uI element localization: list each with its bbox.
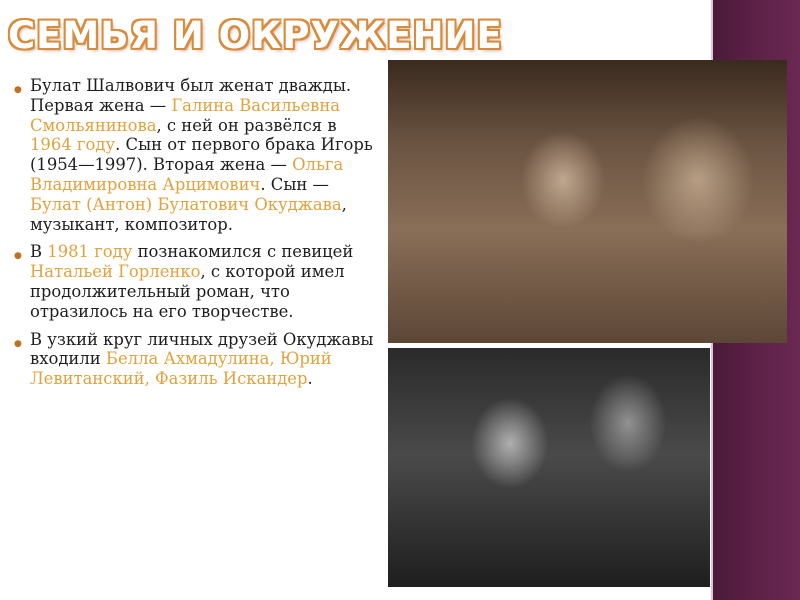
highlighted-text: Белла Ахмадулина, Юрий Левитанский, Фазиль Искандер [30, 349, 332, 389]
body-text: . Сын от первого брака Игорь (1954—1997). Вторая жена — [30, 135, 373, 175]
body-text: . Сын — [260, 174, 329, 194]
highlighted-text: 1981 году [47, 242, 133, 262]
round-bullet-icon: ● [14, 85, 22, 95]
body-text: В узкий круг личных друзей Окуджавы входили [30, 329, 374, 369]
body-text: , с ней он развёлся в [156, 115, 337, 135]
photo-couple [388, 60, 787, 343]
slide-title: СЕМЬЯ И ОКРУЖЕНИЕ [8, 14, 503, 57]
round-bullet-icon: ● [14, 338, 22, 349]
body-text: В [30, 242, 48, 262]
round-bullet-icon: ● [14, 251, 22, 262]
highlighted-text: Натальей Горленко [30, 262, 201, 282]
body-text: Булат Шалвович был женат дважды. Первая жена — [30, 76, 352, 115]
body-text: познакомился с певицей [132, 242, 354, 262]
bullet-paragraph [14, 242, 376, 321]
body-text: , с которой имел продолжительный роман, что отразилось на его творчестве. [30, 262, 345, 321]
highlighted-text: Галина Васильевна Смольянинова [30, 95, 341, 135]
slide-body [14, 76, 376, 397]
body-text: , музыкант, композитор. [30, 194, 347, 234]
highlighted-text: 1964 году [30, 135, 116, 155]
highlighted-text: Ольга Владимировна Арцимович [30, 155, 344, 194]
bullet-paragraph [14, 76, 376, 234]
photo-father-son [388, 348, 710, 587]
bullet-paragraph [14, 330, 376, 389]
body-text: . [307, 369, 313, 389]
highlighted-text: Булат (Антон) Булатович Окуджава [30, 194, 342, 214]
